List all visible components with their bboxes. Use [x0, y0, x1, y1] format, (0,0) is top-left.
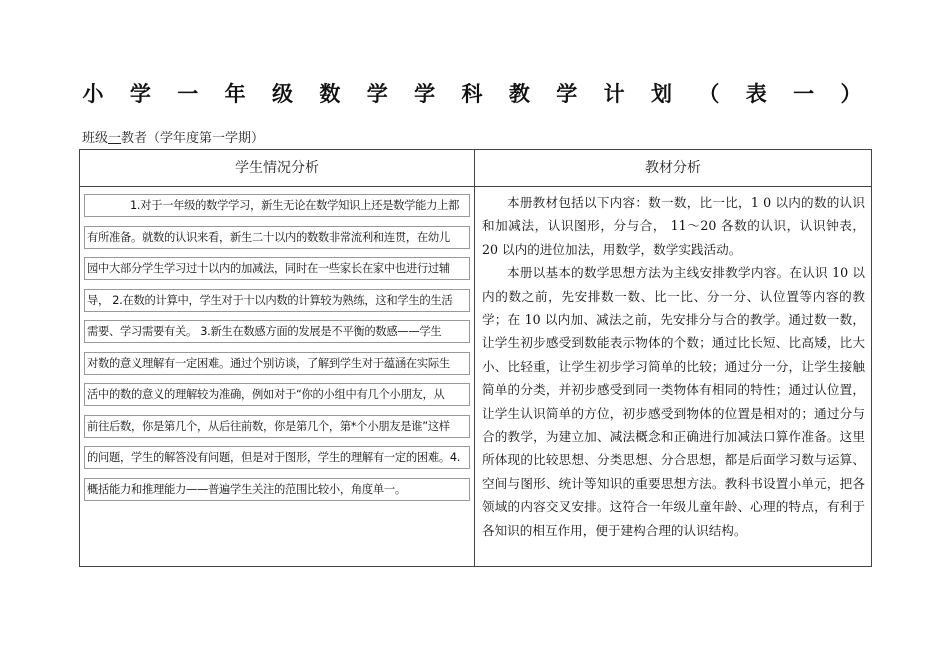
text-line-box: 有所准备。就数的认识来看，新生二十以内的数数非常流利和连贯，在幼儿	[84, 226, 470, 249]
title-char: 学	[414, 82, 436, 106]
text-line-box: 的问题，学生的解答没有问题，但是对于图形，学生的理解有一定的困难。4.	[84, 446, 470, 469]
title-char: 计	[603, 82, 625, 106]
text-line-box: 导， 2.在数的计算中，学生对于十以内数的计算较为熟练，这和学生的生活	[84, 289, 470, 312]
title-char: 学	[556, 82, 578, 106]
text-line-box: 概括能力和推理能力——普遍学生关注的范围比较小，角度单一。	[84, 478, 470, 501]
title-char: 年	[224, 82, 246, 106]
text-line-box: 前往后数，你是第几个，从后往前数，你是第几个，第*个小朋友是谁”这样	[84, 415, 470, 438]
title-char: ）	[840, 82, 862, 106]
text-line-box: 需要、学习需要有关。 3.新生在数感方面的发展是不平衡的数感——学生	[84, 320, 470, 343]
title-char: 教	[508, 82, 530, 106]
title-char: 级	[272, 82, 293, 106]
title-char: 一	[793, 82, 815, 106]
student-analysis-cell	[84, 194, 470, 509]
text-line-box: 对数的意义理解有一定困难。通过个别访谈，了解到学生对于蕴涵在实际生	[84, 352, 470, 375]
title-char: 科	[461, 82, 483, 106]
title-char: 表	[745, 82, 767, 106]
title-char: 学	[366, 82, 388, 106]
class-teacher-line	[82, 127, 264, 146]
plan-table	[79, 149, 872, 567]
title-char: 小	[82, 82, 104, 106]
textbook-paragraph: 本册以基本的数学思想方法为主线安排教学内容。在认识 10 以内的数之前，先安排数一数、比一比、分一分、认位置等内容的教学；在 10 以内加、减法之前，先安排分与合的教学。通过数一数，让学生初步感受到数能表示物体的个数；通过比长短、比高矮，比大小、比轻重，让学生初步学习简单的比较；通过分一分，让学生接触简单的分类，并初步感受到同一类物体有相同的特性；通过认位置，让学生认识简单的方位，初步感受到物体的位置是相对的；通过分与合的教学，为建立加、减法概念和正确进行加减法口算作准备。这里所体现的比较思想、分类思想、分合思想，都是后面学习数与运算、空间与图形、统计等知识的重要思想方法。教科书设置小单元，把各领域的内容交叉安排。这符合一年级儿童年龄、心理的特点，有利于各知识的相互作用，便于建构合理的认识结构。	[482, 265, 865, 538]
title-char: 划	[651, 82, 672, 106]
class-label: 班级	[82, 131, 109, 146]
title-char: （	[698, 82, 720, 106]
header-divider	[80, 186, 871, 187]
teacher-term-label: 教者（学年度第一学期）	[121, 131, 265, 146]
title-char: 数	[319, 82, 341, 106]
header-textbook-analysis: 教材分析	[645, 160, 701, 176]
header-student-analysis: 学生情况分析	[235, 160, 319, 176]
title-char: 一	[177, 82, 199, 106]
title-char: 学	[129, 82, 151, 106]
text-line-box: 园中大部分学生学习过十以内的加减法，同时在一些家长在家中也进行过辅	[84, 257, 470, 280]
class-value: 一	[108, 131, 122, 146]
text-line-box: 1.对于一年级的数学学习，新生无论在数学知识上还是数学能力上都	[84, 194, 470, 217]
textbook-analysis-cell	[482, 191, 865, 542]
text-line-box: 活中的数的意义的理解较为准确，例如对于“你的小组中有几个小朋友，从	[84, 383, 470, 406]
textbook-paragraph: 本册教材包括以下内容：数一数，比一比，1 0 以内的数的认识和加减法，认识图形，分与合， 11～20 各数的认识，认识钟表，20 以内的进位加法，用数学，数学实践活动。	[482, 195, 865, 257]
page-title	[82, 78, 862, 108]
column-divider	[474, 150, 475, 566]
